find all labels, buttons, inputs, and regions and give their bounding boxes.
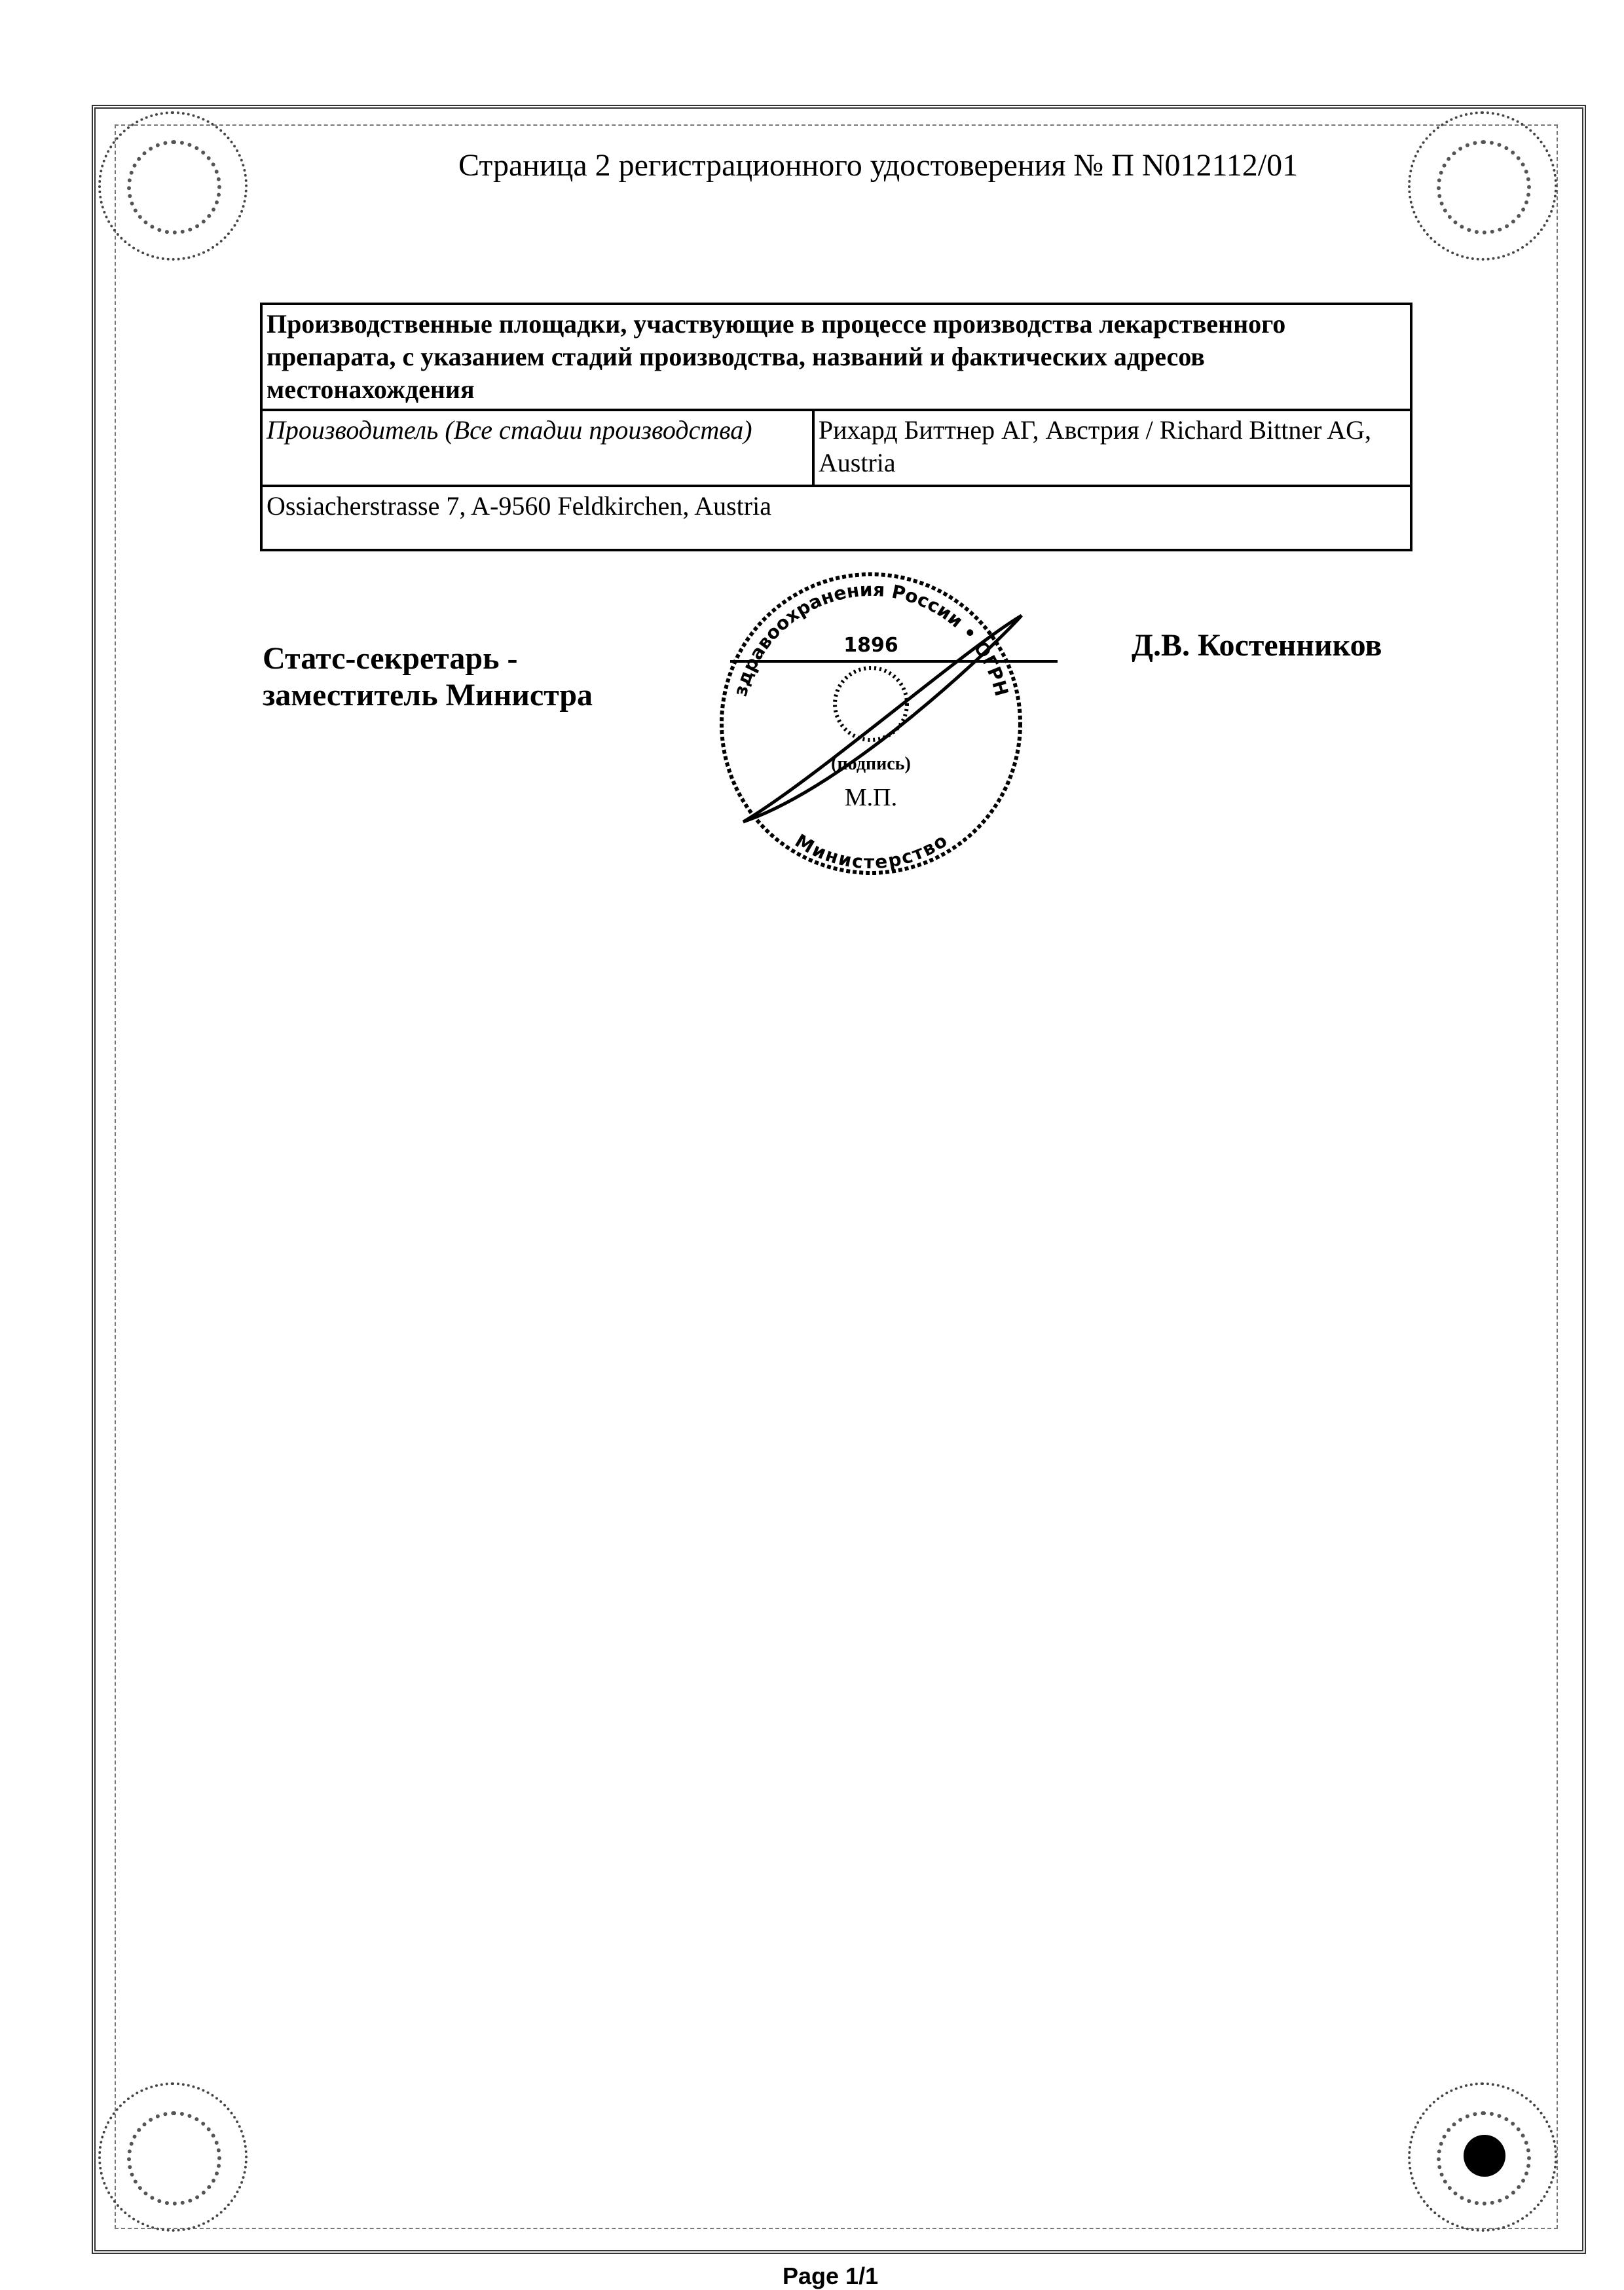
manufacturer-role: Производитель (Все стадии производства) (261, 410, 813, 486)
manufacturer-company: Рихард Биттнер АГ, Австрия / Richard Bittner AG, Austria (813, 410, 1411, 486)
black-dot-mark (1464, 2135, 1505, 2177)
svg-text:Министерство (791, 830, 951, 873)
corner-rosette (98, 111, 248, 261)
stamp-number: 1896 (843, 634, 898, 657)
manufacturer-address: Ossiacherstrasse 7, A-9560 Feldkirchen, Austria (261, 486, 1411, 550)
corner-rosette (98, 2082, 248, 2232)
table-heading: Производственные площадки, участвующие в процессе производства лекарственного препарата, с указанием стадий производства, названий и фактических адресов местонахождения (261, 304, 1411, 410)
stamp-caption: (подпись) (831, 754, 911, 774)
page-footer: Page 1/1 (783, 2262, 879, 2289)
manufacturing-sites-table (260, 303, 1412, 551)
stamp-text-top: здравоохранения России • ОГРН (729, 578, 1013, 699)
stamp-text-bottom: Министерство (791, 829, 951, 873)
official-stamp (717, 570, 1025, 877)
signatory-name: Д.В. Костенников (1132, 628, 1382, 663)
stamp-mp: М.П. (844, 784, 898, 811)
page-title: Страница 2 регистрационного удостоверения № П N012112/01 (458, 148, 1299, 183)
corner-rosette (1408, 111, 1557, 261)
signatory-title: Статс-секретарь - заместитель Министра (263, 641, 593, 712)
